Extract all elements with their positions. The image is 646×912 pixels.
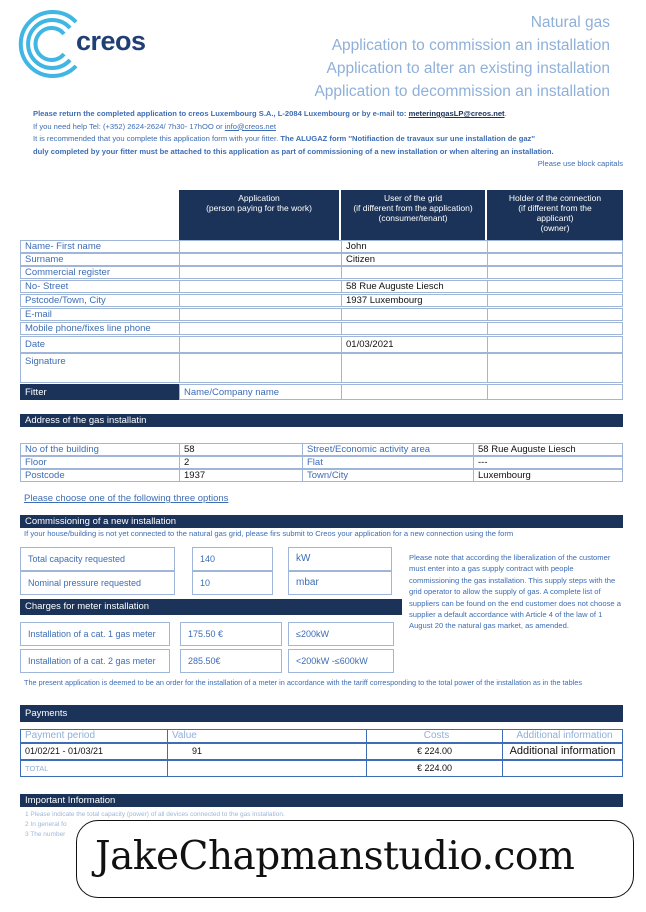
pressure-label: Nominal pressure requested [20,571,175,595]
row-label: No- Street [20,280,180,293]
fitter-field[interactable] [487,384,623,400]
row-label: No of the building [20,443,180,456]
total-row [20,760,623,777]
charge-range-cat1: ≤200kW [288,622,394,646]
holder-field[interactable] [487,308,623,321]
address-field[interactable]: 2 [179,456,303,469]
intro-line3: It is recommended that you complete this application form with your fitter. [33,134,279,143]
fitter-field[interactable] [341,384,488,400]
table-row [20,322,623,335]
table-row [20,240,623,253]
user-field[interactable] [341,266,488,279]
intro-line3-bold: The ALUGAZ form ''Notifiaction de travaux sur une installation de gaz'' [280,134,535,143]
help-email-link[interactable]: info@creos.net [224,121,276,131]
holder-field[interactable] [487,336,623,353]
note-line: 1 Please indicate the total capacity (power) of all devices connected to the gas installation. [25,811,285,818]
col-header-period: Payment period [20,729,168,743]
user-field[interactable]: 01/03/2021 [341,336,488,353]
holder-field[interactable] [487,280,623,293]
payments-header-row [20,729,623,743]
intro-line5: Please use block capitals [537,159,623,168]
applicant-field[interactable] [179,308,342,321]
total-cost: € 224.00 [366,760,503,777]
col-header-additional: Additional information [502,729,623,743]
table-row [20,266,623,279]
row-label: Commercial register [20,266,180,279]
table-row [20,280,623,293]
charge-label-cat2: Installation of a cat. 2 gas meter [20,649,170,673]
commissioning-section-title: Commissioning of a new installation [20,515,623,528]
commissioning-subtitle: If your house/building is not yet connected to the natural gas grid, please firs submit to Creos your application for a new connection using the form [24,529,514,538]
address-field[interactable]: --- [473,456,623,469]
user-field[interactable] [341,308,488,321]
table-row [20,743,623,760]
applicant-field[interactable] [179,336,342,353]
payments-section-title: Payments [20,705,623,722]
header-line: Application to commission an installation [331,37,610,54]
total-label: TOTAL [20,760,168,777]
header-line: Natural gas [530,14,610,31]
applicant-field[interactable] [179,280,342,293]
applicant-field[interactable] [179,266,342,279]
user-field[interactable]: Citizen [341,253,488,266]
brand-name: creos [76,26,146,56]
header-titles [314,11,610,103]
order-footnote: The present application is deemed to be an order for the installation of a meter in accordance with the tariff corresponding to the total power of the installation as in the tables [24,678,583,687]
address-section-title: Address of the gas installatin [20,414,623,427]
table-row [20,294,623,307]
address-field[interactable]: 58 [179,443,303,456]
row-label: Pstcode/Town, City [20,294,180,307]
charge-range-cat2: <200kW -≤600kW [288,649,394,673]
col-header-user: User of the grid (if different from the application) (consumer/tenant) [341,190,485,240]
row-label: Name- First name [20,240,180,253]
signature-field[interactable] [487,353,623,383]
intro-text: Please return the completed application to creos Luxembourg S.A., L-2084 Luxembourg or by e-mail to: meteringgasLP@creos.net. If you need help Tel: (+352) 2624-2624/ 7h30- 17hOO or info@creos.net It is recommended that you complete this application form with your fitter. The ALUGAZ form ''Notifiaction de travaux sur une installation de gaz'' duly completed by your fitter must be attached to this application as part of commissioning of a new installation or when altering an installation. Please use block capitals [33,108,623,171]
watermark-text: JakeChapmanstudio.com [95,834,575,879]
user-field[interactable]: 1937 Luxembourg [341,294,488,307]
row-label: Flat [302,456,474,469]
intro-line2: If you need help Tel: (+352) 2624-2624/ 7h30- 17hOO or [33,121,223,131]
charge-label-cat1: Installation of a cat. 1 gas meter [20,622,170,646]
total-value [167,760,367,777]
row-label: Signature [20,353,180,383]
user-field[interactable]: John [341,240,488,253]
row-label: Mobile phone/fixes line phone [20,322,180,335]
table-row [20,308,623,321]
holder-field[interactable] [487,266,623,279]
capacity-unit: kW [288,547,392,571]
col-header-costs: Costs [366,729,503,743]
pressure-input[interactable]: 10 [192,571,273,595]
header-line: Application to decommission an installation [314,83,610,100]
row-label: Surname [20,253,180,266]
address-field[interactable]: 1937 [179,469,303,482]
row-label: Floor [20,456,180,469]
address-field[interactable]: Luxembourg [473,469,623,482]
charge-price-cat1[interactable]: 175.50 € [180,622,282,646]
payment-period[interactable]: 01/02/21 - 01/03/21 [20,743,168,760]
col-header-holder: Holder of the connection (if different from the applicant) (owner) [487,190,623,240]
header-line: Application to alter an existing installation [326,60,610,77]
important-section-title: Important Information [20,794,623,807]
choose-options-link[interactable]: Please choose one of the following three options [24,493,229,504]
holder-field[interactable] [487,253,623,266]
fitter-label: Fitter [20,384,180,400]
capacity-label: Total capacity requested [20,547,175,571]
table-row [20,353,623,383]
row-label: Street/Economic activity area [302,443,474,456]
charge-price-cat2[interactable]: 285.50€ [180,649,282,673]
row-label: Date [20,336,180,353]
watermark-box [76,820,634,898]
row-label: Postcode [20,469,180,482]
intro-line4: duly completed by your fitter must be attached to this application as part of commissioning of a new installation or when altering an installation. [33,146,554,156]
fitter-row [20,384,623,400]
payment-cost[interactable]: € 224.00 [366,743,503,760]
col-header-value: Value [167,729,367,743]
total-info [502,760,623,777]
table-row [20,469,623,482]
payment-additional-info[interactable]: Additional information [502,743,623,760]
holder-field[interactable] [487,322,623,335]
table-row [20,456,623,469]
address-field[interactable]: 58 Rue Auguste Liesch [473,443,623,456]
signature-field[interactable] [341,353,488,383]
pressure-unit: mbar [288,571,392,595]
table-row [20,253,623,266]
supplier-note: Please note that according the liberalization of the customer must enter into a gas supply contract with people commissioning the gas installation. This supply steps with the grid operator to allow the supply of gas. A complete list of suppliers can be found on the end customer does not choose a supplier a default accordance with Article 4 of the law of 1 August 20 the natural gas market, as amended. [409,553,621,631]
intro-line1: Please return the completed application to creos Luxembourg S.A., L-2084 Luxembourg or by e-mail to: [33,109,407,118]
email-link[interactable]: meteringgasLP@creos.net [408,109,505,118]
col-header-applicant: Application (person paying for the work) [179,190,339,240]
applicant-field[interactable] [179,322,342,335]
capacity-input[interactable]: 140 [192,547,273,571]
payment-value[interactable]: 91 [167,743,367,760]
user-field[interactable]: 58 Rue Auguste Liesch [341,280,488,293]
row-label: Town/City [302,469,474,482]
creos-logo [18,8,158,80]
applicant-field[interactable] [179,253,342,266]
table-row [20,336,623,353]
charges-section-title: Charges for meter installation [20,599,402,615]
note-line: 2 In general fo [25,821,67,828]
applicant-field[interactable] [179,294,342,307]
row-label: E-mail [20,308,180,321]
user-field[interactable] [341,322,488,335]
fitter-name-field[interactable]: Name/Company name [179,384,342,400]
holder-field[interactable] [487,294,623,307]
signature-field[interactable] [179,353,342,383]
note-line: 3 The number [25,831,66,838]
applicant-field[interactable] [179,240,342,253]
table-row [20,443,623,456]
holder-field[interactable] [487,240,623,253]
